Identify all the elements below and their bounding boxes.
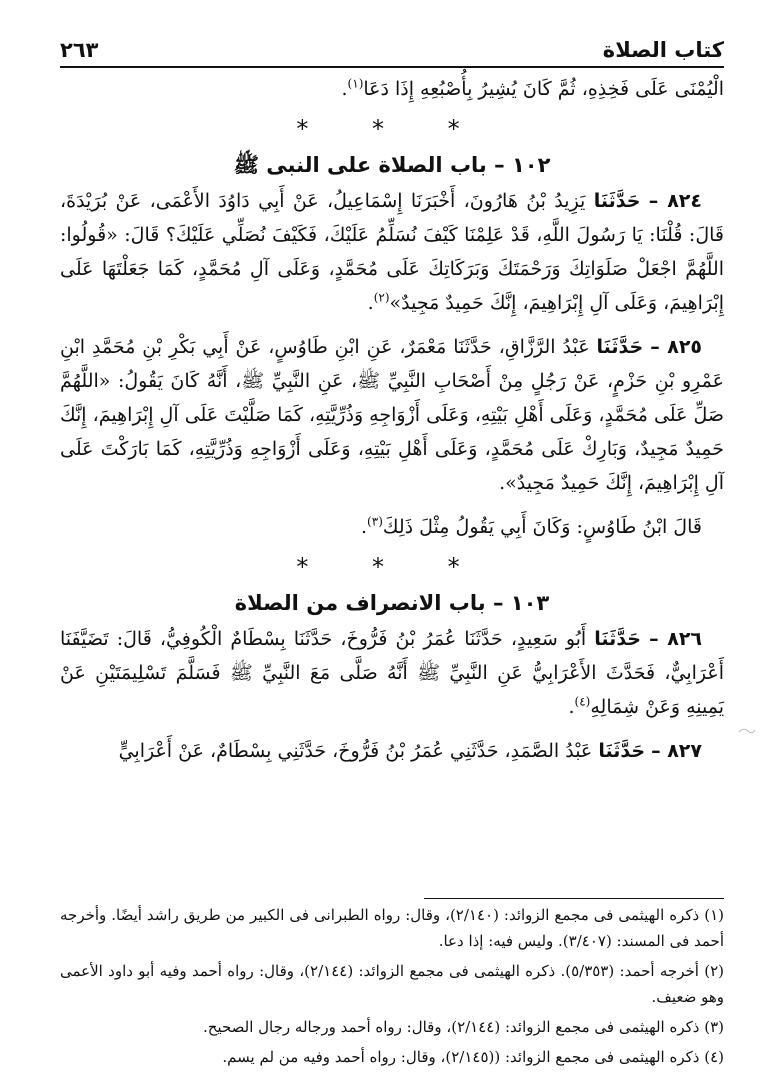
- book-title: كتاب الصلاة: [602, 38, 724, 62]
- hadith-lead: حَدَّثَنَا: [596, 336, 644, 358]
- footnotes: [60, 902, 724, 1074]
- hadith-number: ٨٢٤ –: [648, 190, 702, 212]
- footnote-1: (١) ذكره الهيثمى فى مجمع الزوائد: (٢/١٤٠)، وقال: رواه الطبرانى فى الكبير من طريق راشد أيضًا. وأخرجه أحمد فى المسند: (٣/٤٠٧). وليس فيه: إذا دعا.: [60, 906, 724, 950]
- main-text: [60, 72, 724, 768]
- footnote-4: (٤) ذكره الهيثمى فى مجمع الزوائد: ((٢/١٤٥)، وقال: رواه أحمد وفيه من لم يسم.: [222, 1048, 724, 1066]
- hadith-text: عَبْدُ الرَّزَّاقِ، حَدَّثَنَا مَعْمَرٌ، عَنِ ابْنِ طَاوُسٍ، عَنْ أَبِي بَكْرِ بْنِ مُحَمَّدِ ابْنِ عَمْرِو بْنِ حَزْمٍ، عَنْ رَجُلٍ مِنْ أَصْحَابِ النَّبِيِّ ﷺ، عَنِ النَّبِيِّ ﷺ، أَنَّهُ كَانَ يَقُولُ: «اللَّهُمَّ صَلِّ عَلَى مُحَمَّدٍ، وَعَلَى أَهْلِ بَيْتِهِ، وَعَلَى أَزْوَاجِهِ وَذُرِّيَّتِهِ، كَمَا صَلَّيْتَ عَلَى آلِ إِبْرَاهِيمَ، إِنَّكَ حَمِيدٌ مَجِيدٌ، وَبَارِكْ عَلَى مُحَمَّدٍ، وَعَلَى أَهْلِ بَيْتِهِ، وَعَلَى أَزْوَاجِهِ وَذُرِّيَّتِهِ، كَمَا بَارَكْتَ عَلَى آلِ إِبْرَاهِيمَ، إِنَّكَ حَمِيدٌ مَجِيدٌ».: [60, 336, 724, 494]
- hadith-lead: حَدَّثَنَا: [594, 628, 641, 650]
- footnote-3: (٣) ذكره الهيثمى فى مجمع الزوائد: (٢/١٤٤)، وقال: رواه أحمد ورجاله رجال الصحيح.: [202, 1018, 724, 1036]
- section-separator: * * *: [296, 115, 488, 143]
- hadith-827: [60, 734, 724, 768]
- footnote-rule: [424, 898, 724, 899]
- hadith-number: ٨٢٧ –: [651, 740, 702, 762]
- section-separator: * * *: [296, 553, 488, 581]
- footnote-ref[interactable]: (٢): [373, 290, 390, 305]
- hadith-826: ٨٢٦ – حَدَّثَنَا أَبُو سَعِيدٍ، حَدَّثَنَا عُمَرُ بْنُ فَرُّوخَ، حَدَّثَنَا بِسْطَامٌ الْكُوفِيُّ، قَالَ: تَضَيَّفَنَا أَعْرَابِيٌّ، فَحَدَّثَ الأَعْرَابِيُّ عَنِ النَّبِيِّ ﷺ أَنَّهُ صَلَّى مَعَ النَّبِيِّ ﷺ فَسَلَّمَ تَسْلِيمَتَيْنِ عَنْ يَمِينِهِ وَعَنْ شِمَالِهِ$^{(٤)}$.: [60, 628, 724, 718]
- hadith-text: عَبْدُ الصَّمَدِ، حَدَّثَنِي عُمَرُ بْنُ فَرُّوخَ، حَدَّثَنِي بِسْطَامٌ، عَنْ أَعْرَابِيٍّ: [118, 740, 593, 762]
- header-rule: [60, 66, 724, 68]
- hadith-text: أَبُو سَعِيدٍ، حَدَّثَنَا عُمَرُ بْنُ فَرُّوخَ، حَدَّثَنَا بِسْطَامٌ الْكُوفِيُّ، قَالَ: تَضَيَّفَنَا أَعْرَابِيٌّ، فَحَدَّثَ الأَعْرَابِيُّ عَنِ النَّبِيِّ ﷺ أَنَّهُ صَلَّى مَعَ النَّبِيِّ ﷺ فَسَلَّمَ تَسْلِيمَتَيْنِ عَنْ يَمِينِهِ وَعَنْ شِمَالِهِ: [60, 628, 724, 718]
- hadith-825: [60, 330, 724, 500]
- hadith-lead: حَدَّثَنَا: [598, 740, 646, 762]
- page-number: ٢٦٣: [60, 38, 99, 62]
- footnote-ref[interactable]: (٣): [367, 514, 383, 529]
- footnote-ref[interactable]: (١): [347, 76, 364, 91]
- footnote-2: (٢) أخرجه أحمد: (٥/٣٥٣). ذكره الهيثمى فى مجمع الزوائد: (٢/١٤٤)، وقال: رواه أحمد وفيه أبو داود الأعمى وهو ضعيف.: [60, 962, 724, 1006]
- hadith-number: ٨٢٥ –: [650, 336, 703, 358]
- hadith-text: يَزِيدُ بْنُ هَارُونَ، أَخْبَرَنَا إِسْمَاعِيلُ، عَنْ أَبِي دَاوُدَ الأَعْمَى، عَنْ بُرَيْدَةَ، قَالَ: قُلْنَا: يَا رَسُولَ اللَّهِ، قَدْ عَلِمْنَا كَيْفَ نُسَلِّمُ عَلَيْكَ، فَكَيْفَ نُصَلِّي عَلَيْكَ؟ قَالَ: «قُولُوا: اللَّهُمَّ اجْعَلْ صَلَوَاتِكَ وَرَحْمَتَكَ وَبَرَكَاتِكَ عَلَى مُحَمَّدٍ، وَعَلَى آلِ مُحَمَّدٍ، كَمَا جَعَلْتَهَا عَلَى إِبْرَاهِيمَ، وَعَلَى آلِ إِبْرَاهِيمَ، إِنَّكَ حَمِيدٌ مَجِيدٌ»: [60, 190, 724, 314]
- continuation-paragraph: الْيُمْنَى عَلَى فَخِذِهِ، ثُمَّ كَانَ يُشِيرُ بِأُصْبُعِهِ إِذَا دَعَا$^{(١)}$.: [341, 76, 724, 100]
- hadith-825-note: قَالَ ابْنُ طَاوُسٍ: وَكَانَ أَبِي يَقُولُ مِثْلَ ذَلِكَ$^{(٣)}$.: [361, 514, 702, 538]
- footnote-ref[interactable]: (٤): [574, 694, 591, 709]
- hadith-lead: حَدَّثَنَا: [593, 190, 641, 212]
- running-head: [60, 34, 724, 62]
- hadith-824: ٨٢٤ – حَدَّثَنَا يَزِيدُ بْنُ هَارُونَ، أَخْبَرَنَا إِسْمَاعِيلُ، عَنْ أَبِي دَاوُدَ الأَعْمَى، عَنْ بُرَيْدَةَ، قَالَ: قُلْنَا: يَا رَسُولَ اللَّهِ، قَدْ عَلِمْنَا كَيْفَ نُسَلِّمُ عَلَيْكَ، فَكَيْفَ نُصَلِّي عَلَيْكَ؟ قَالَ: «قُولُوا: اللَّهُمَّ اجْعَلْ صَلَوَاتِكَ وَرَحْمَتَكَ وَبَرَكَاتِكَ عَلَى مُحَمَّدٍ، وَعَلَى آلِ مُحَمَّدٍ، كَمَا جَعَلْتَهَا عَلَى إِبْرَاهِيمَ، وَعَلَى آلِ إِبْرَاهِيمَ، إِنَّكَ حَمِيدٌ مَجِيدٌ»$^{(٢)}$.: [60, 190, 724, 314]
- hadith-number: ٨٢٦ –: [649, 628, 703, 650]
- chapter-heading-103: ١٠٣ – باب الانصراف من الصلاة: [234, 591, 550, 615]
- chapter-heading-102: ١٠٢ – باب الصلاة على النبى ﷺ: [233, 153, 551, 177]
- margin-mark-icon: [738, 725, 756, 735]
